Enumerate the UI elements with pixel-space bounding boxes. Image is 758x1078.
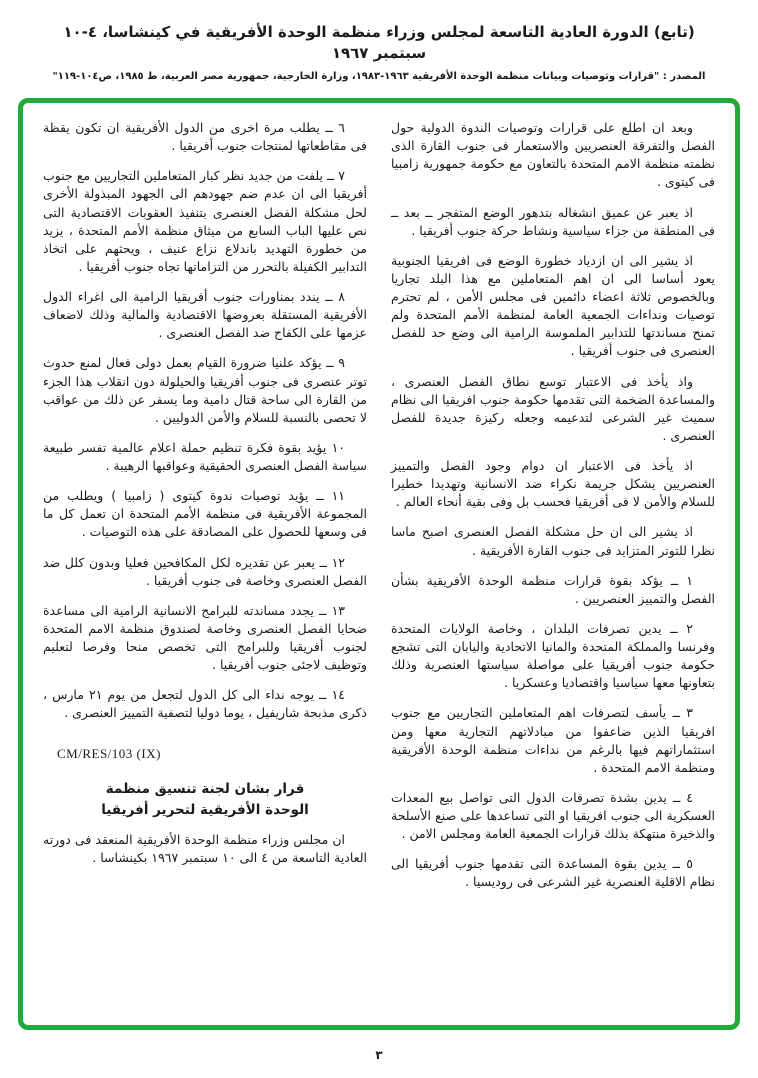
numbered-clause: ٩ ــ يؤكد علنيا ضرورة القيام بعمل دولى فعال لمنع حدوث توتر عنصرى فى جنوب أفريقيا والحيلولة دون انقلاب هذا الجزء من القارة الى ساحة قتال دامية وما يسفر عن ذلك من عواقب لا تحصى بالنسبة للسلام والأمن الدوليين . — [43, 355, 367, 425]
page-number: ٣ — [375, 1048, 383, 1062]
numbered-clause: ٢ ــ يدين تصرفات البلدان ، وخاصة الولايات المتحدة وفرنسا والمملكة المتحدة والمانيا الاتحادية واليابان التى تشجع حكومة جنوب أفريقيا على مواصلة سياستها العنصرية وذلك بتعاونها معها سياسيا واقتصاديا وعسكريا . — [391, 620, 715, 691]
numbered-clause: ١ ــ يؤكد بقوة قرارات منظمة الوحدة الأفريقية بشأن الفصل والتمييز العنصريين . — [391, 572, 715, 606]
numbered-clause: ٧ ــ يلفت من جديد نظر كبار المتعاملين التجاريين مع جنوب أفريقيا الى ان عدم ضم جهودهم الى الجهود المبذولة الأخرى لحل مشكلة الفصل العنصرى بتنفيذ العقوبات الاقتصادية التى نص عليها الباب السابع من ميثاق منظمة الأمم المتحدة ، يزيد من خطورة التهديد باندلاع نزاع عنيف ، ويحثهم على اتخاذ التدابير الكفيلة بالتحرر من التزاماتها تجاه جنوب أفريقيا . — [43, 168, 367, 274]
numbered-clause: ٦ ــ يطلب مرة اخرى من الدول الأفريقية ان تكون يقظة فى مقاطعاتها لمنتجات جنوب أفريقيا . — [43, 120, 367, 154]
numbered-clause: ٣ ــ يأسف لتصرفات اهم المتعاملين التجاريين مع جنوب افريقيا الذين ضاعفوا من مبادلاتهم التجارية معها ومن استثماراتهم فيها بالرغم من نداءات منظمة الوحدة الأفريقية ومنظمة الامم المتحدة . — [391, 705, 715, 775]
numbered-clause: ١١ ــ يؤيد توصيات ندوة كيتوى ( زامبيا ) ويطلب من المجموعة الأفريقية فى منظمة الأمم المتحدة ان تعمل كل ما فى وسعها للحصول على المصادقة على هذه التوصيات . — [43, 488, 367, 540]
paragraph: اذ يشير الى ان حل مشكلة الفصل العنصرى اصبح ماسا نظرا للتوتر المتزايد فى جنوب القارة الأفريقية . — [391, 524, 715, 558]
numbered-clause: ٥ ــ يدين بقوة المساعدة التى تقدمها جنوب أفريقيا الى نظام الاقلية العنصرية غير الشرعى فى روديسيا . — [391, 856, 715, 890]
numbered-clause: ١٢ ــ يعبر عن تقديره لكل المكافحين فعليا وبدون كلل ضد الفصل العنصرى وخاصة فى جنوب أفريقيا . — [43, 554, 367, 588]
resolution-code: CM/RES/103 (IX) — [57, 745, 161, 761]
paragraph: واذ يأخذ فى الاعتبار توسع نطاق الفصل العنصرى ، والمساعدة الضخمة التى تقدمها حكومة جنوب افريقيا الى نظام سميث غير الشرعى لتدعيمه وجعله ركيزة جديدة للفصل العنصرى . — [391, 373, 715, 443]
numbered-clause: ١٠ يؤيد بقوة فكرة تنظيم حملة اعلام عالمية تفسر طبيعة سياسة الفصل العنصرى الحقيقية وعواقبها الرهيبة . — [43, 439, 367, 473]
numbered-clause: ٨ ــ يندد بمناورات جنوب أفريقيا الرامية الى اغراء الدول الأفريقية المستقلة بعروضها الاقتصادية والمالية وذلك لاضعاف عزمها على الكفاح ضد الفصل العنصرى . — [43, 289, 367, 341]
numbered-clause: ١٤ ــ يوجه نداء الى كل الدول لتجعل من يوم ٢١ مارس ، ذكرى مذبحة شاريفيل ، يوما دوليا لتصفية التمييز العنصرى . — [43, 687, 367, 721]
numbered-clause: ١٣ ــ يجدد مساندته للبرامج الانسانية الرامية الى مساعدة ضحايا الفصل العنصرى وخاصة لصندوق منظمة الامم المتحدة لجنوب أفريقيا وللبرامج التى تخصص منحا وفرصا لتعليم وتوظيف لاجئى جنوب أفريقيا . — [43, 602, 367, 673]
closing-paragraph: ان مجلس وزراء منظمة الوحدة الأفريقية المنعقد فى دورته العادية التاسعة من ٤ الى ١٠ سبتمبر ١٩٦٧ بكينشاسا . — [43, 832, 367, 866]
page-header — [0, 22, 758, 82]
paragraph: اذ يأخذ فى الاعتبار ان دوام وجود الفصل والتمييز العنصريين يشكل جريمة نكراء ضد الانسانية وتهديدا خطيرا للسلام والأمن لا فى أفريقيا فحسب بل وفى بقية أنحاء العالم . — [391, 458, 715, 510]
session-title: (تابع) الدورة العادية التاسعة لمجلس وزراء منظمة الوحدة الأفريقية في كينشاسا، ٤-١٠ سبتمبر ١٩٦٧ — [63, 23, 695, 62]
heading-line: الوحدة الأفريقية لتحرير أفريقيا — [101, 802, 309, 819]
right-column — [391, 119, 715, 1015]
numbered-clause: ٤ ــ يدين بشدة تصرفات الدول التى تواصل بيع المعدات العسكرية الى جنوب افريقيا او التى تساعدها على صنع الأسلحة والذخيرة منتهكة بذلك قرارات الجمعية العامة ومجلس الامن . — [391, 789, 715, 842]
heading-line: قرار بشان لجنة تنسيق منظمة — [105, 781, 305, 798]
next-resolution-heading — [43, 779, 367, 821]
left-column — [43, 119, 367, 1015]
source-citation: المصدر : "قرارات وتوصيات وبيانات منظمة الوحدة الأفريقية ١٩٦٣-١٩٨٣، وزارة الخارجية، جمهورية مصر العربية، ط ١٩٨٥، ص١٠٤-١١٩" — [52, 71, 706, 82]
paragraph: وبعد ان اطلع على قرارات وتوصيات الندوة الدولية حول الفصل والتفرقة العنصريين والاستعمار فى جنوب القارة الذى نظمته منظمة الامم المتحدة بالتعاون مع حكومة جمهورية زامبيا فى كيتوى . — [391, 120, 715, 190]
paragraph: اذ يعبر عن عميق انشغاله بتدهور الوضع المتفجر ــ بعد ــ فى المنطقة من جزاء سياسية ونشاط حركة جنوب أفريقيا . — [391, 204, 715, 238]
resolution-text-box — [18, 98, 740, 1030]
paragraph: اذ يشير الى ان ازدياد خطورة الوضع فى افريقيا الجنوبية يعود أساسا الى ان اهم المتعاملين مع هذا البلد تجاريا وبالخصوص ثلاثة اعضاء دائمين فى مجلس الأمن ، لم تحترم توصيات ونداءات الجمعية العامة لمنظمة الأمم المتحدة ولم تمنح مساندتها للتدابير الملموسة الرامية الى وضع حد للفصل العنصرى فى جنوب أفريقيا . — [391, 252, 715, 359]
